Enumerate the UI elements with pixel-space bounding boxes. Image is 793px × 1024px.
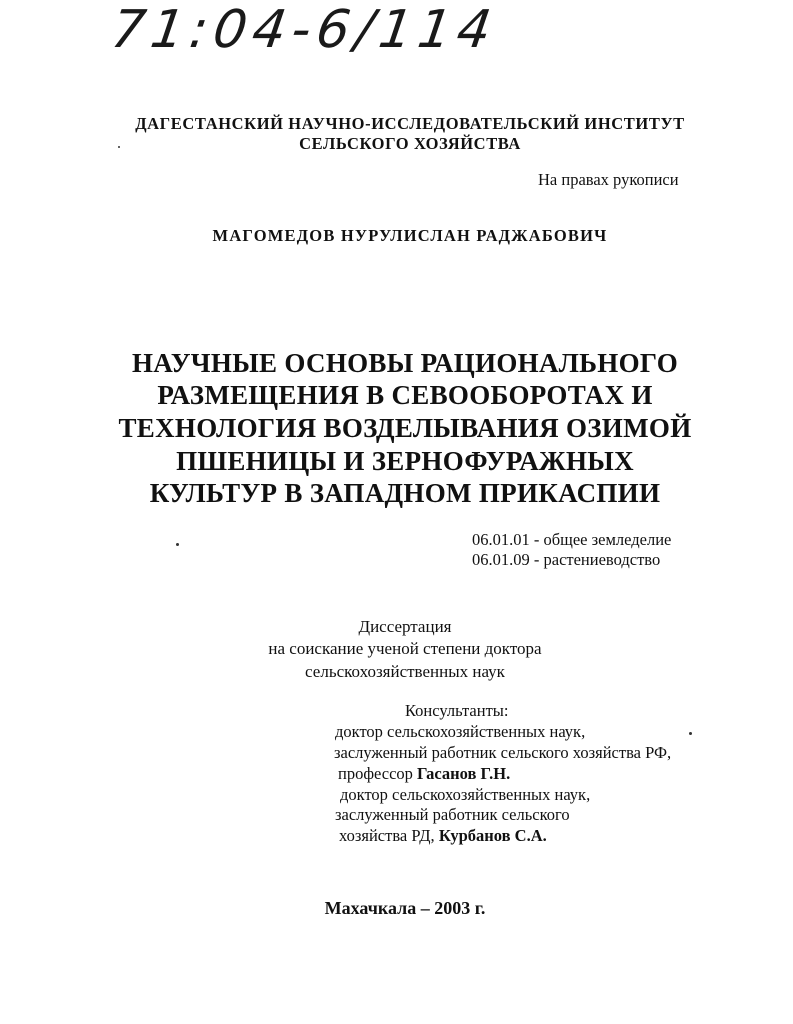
scan-speck (176, 543, 179, 546)
institute-name-line1: ДАГЕСТАНСКИЙ НАУЧНО-ИССЛЕДОВАТЕЛЬСКИЙ ИНСТИТУТ (135, 114, 685, 133)
consultant-1-name: Гасанов Г.Н. (417, 764, 511, 783)
specialty-2 (472, 550, 660, 570)
title-line-3: ТЕХНОЛОГИЯ ВОЗДЕЛЫВАНИЯ ОЗИМОЙ (118, 413, 692, 443)
specialty-1-name: - общее земледелие (533, 530, 672, 549)
title-line-5: КУЛЬТУР В ЗАПАДНОМ ПРИКАСПИИ (149, 478, 661, 508)
scan-speck (689, 732, 692, 735)
institute-name-line2: СЕЛЬСКОГО ХОЗЯЙСТВА (299, 134, 521, 153)
consultant-2-name: Курбанов С.А. (438, 826, 547, 845)
consultant-2-title (339, 826, 547, 846)
city-and-year: Махачкала – 2003 г. (324, 898, 486, 918)
consultant-1-degree: доктор сельскохозяйственных наук, (335, 722, 586, 741)
consultant-2-degree: доктор сельскохозяйственных наук, (340, 785, 591, 804)
consultant-1-title (338, 764, 510, 784)
consultant-2-honor: заслуженный работник сельского (335, 805, 570, 824)
title-line-1: НАУЧНЫЕ ОСНОВЫ РАЦИОНАЛЬНОГО (131, 348, 679, 378)
consultant-2-honor-cont: хозяйства РД, (339, 826, 435, 845)
consultant-1-rank: профессор (338, 764, 413, 783)
dissertation-field-line: сельскохозяйственных наук (305, 662, 505, 681)
specialty-2-name: - растениеводство (533, 550, 661, 569)
archive-code-handwritten: 71:04-6/114 (107, 0, 501, 60)
specialty-2-code: 06.01.09 (472, 550, 530, 569)
consultants-heading: Консультанты: (405, 701, 509, 720)
author-name: МАГОМЕДОВ НУРУЛИСЛАН РАДЖАБОВИЧ (212, 226, 608, 245)
title-line-2: РАЗМЕЩЕНИЯ В СЕВООБОРОТАХ И (157, 380, 653, 410)
title-line-4: ПШЕНИЦЫ И ЗЕРНОФУРАЖНЫХ (176, 446, 634, 476)
consultant-1-honor: заслуженный работник сельского хозяйства РФ, (334, 743, 672, 762)
dissertation-label: Диссертация (358, 617, 452, 636)
scan-speck (118, 146, 120, 148)
specialty-1 (472, 530, 671, 550)
manuscript-rights-note: На правах рукописи (538, 170, 679, 189)
specialty-1-code: 06.01.01 (472, 530, 530, 549)
dissertation-degree-line: на соискание ученой степени доктора (268, 639, 542, 658)
